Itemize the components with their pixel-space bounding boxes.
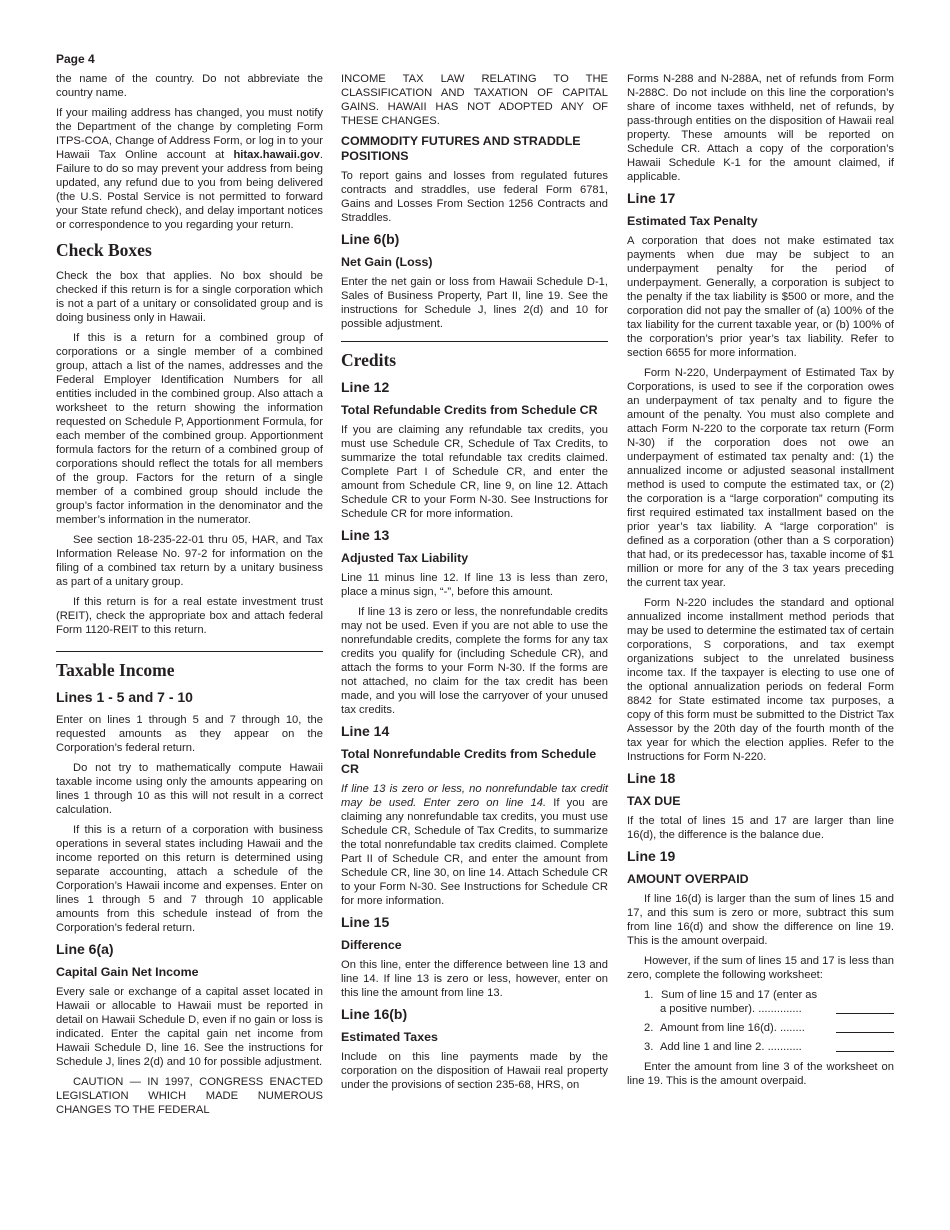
- line-heading: Line 6(b): [341, 231, 400, 247]
- paragraph: If your mailing address has changed, you must notify the Department of the change by completing Form ITPS-COA, Change of Address Form, or log in to your Hawaii Tax Online account at hitax.hawaii.gov. Failure to do so may prevent your address from being updated, any refund due to you from being delivered (the U.S. Postal Service is not permitted to forward your State refund check), and delay important notices or correspondence to you regarding your return.: [56, 107, 323, 231]
- paragraph: Form N-220, Underpayment of Estimated Tax by Corporations, is used to see if the corporation owes an underpayment of tax penalty and to figure the amount of the penalty. You must also complete and attach Form N-220 to the corporate tax return (Form N-30) if the corporation does not owe an underpayment of estimated tax penalty and: (1) the annualized income or adjusted seasonal installment method is used to compute the estimated tax, or (2) the corporation is a “large corporation” computing its first required estimated tax installment based on the prior year’s tax liability. A “large corporation” is defined as a corporation (other than a S corporation) that had, or its predecessor has, taxable income of $1 million or more for any of the 3 tax years preceding the current tax year.: [627, 367, 894, 589]
- worksheet-row: 2. Amount from line 16(d). ........: [644, 1021, 894, 1035]
- paragraph: If this return is for a real estate investment trust (REIT), check the appropriate box and attach federal Form 1120-REIT to this return.: [56, 596, 323, 636]
- paragraph: INCOME TAX LAW RELATING TO THE CLASSIFICATION AND TAXATION OF CAPITAL GAINS. HAWAII HAS NOT ADOPTED ANY OF THESE CHANGES.: [341, 73, 608, 127]
- sub-heading: Total Nonrefundable Credits from Schedule CR: [341, 747, 597, 776]
- sub-heading: Estimated Taxes: [341, 1030, 438, 1044]
- paragraph: A corporation that does not make estimated tax payments when due may be subject to an underpayment penalty for the period of underpayment. Generally, a corporation is subject to the penalty if the tax liability is $500 or more, and the corporation did not pay the smaller of (a) 100% of the tax liability for the current taxable year, or (b) 100% of the corporation’s prior year’s tax liability. Refer to section 6655 for more information.: [627, 235, 894, 359]
- paragraph: Do not try to mathematically compute Hawaii taxable income using only the amounts appearing on lines 1 through 10 as this will not result in a correct calculation.: [56, 762, 323, 816]
- paragraph: Line 11 minus line 12. If line 13 is less than zero, place a minus sign, “-”, before this amount.: [341, 572, 608, 598]
- sub-heading: Total Refundable Credits from Schedule CR: [341, 403, 598, 417]
- paragraph: If this is a return for a combined group of corporations or a single member of a combined group, attach a list of the names, addresses and the Federal Employer Identification Numbers for all entities included in the combined group. Also attach a worksheet to the return showing the information requested on Schedule P, Apportionment Formula, for each member of the combined group. Apportionment formula factors for the return of a combined group of corporations should reflect the totals for all members of the group. Factors for the return of a single member of a combined group should include the group’s factor information in the denominator and the member’s information in the numerator.: [56, 332, 323, 526]
- paragraph: To report gains and losses from regulated futures contracts and straddles, use federal Form 6781, Gains and Losses From Section 1256 Contracts and Straddles.: [341, 170, 608, 224]
- column-1: [56, 72, 323, 1123]
- paragraph: the name of the country. Do not abbreviate the country name.: [56, 73, 323, 99]
- paragraph: Forms N-288 and N-288A, net of refunds from Form N-288C. Do not include on this line the corporation’s share of income taxes withheld, net of refunds, by pass-through entities on the disposition of Hawaii real property. These amounts will be reported on Schedule CR. Attach a copy of the corporation’s Hawaii Schedule K-1 for the amount claimed, if applicable.: [627, 73, 894, 183]
- paragraph: If line 13 is zero or less, no nonrefundable tax credit may be used. Enter zero on line 14. If you are claiming any nonrefundable tax credits, you must use Schedule CR, Schedule of Tax Credits, to summarize the total nonrefundable tax credits claimed. Complete Part II of Schedule CR, and enter the amount from Schedule CR, line 30, on line 14. Attach Schedule CR to your Form N-30. See Instructions for Schedule CR for more information.: [341, 783, 608, 907]
- column-3: [627, 72, 894, 1094]
- sub-heading: Difference: [341, 938, 402, 952]
- sub-heading: TAX DUE: [627, 794, 681, 808]
- website-link: hitax.hawaii.gov: [233, 149, 320, 161]
- sub-heading: AMOUNT OVERPAID: [627, 872, 749, 886]
- line-heading: Line 17: [627, 190, 676, 206]
- sub-heading: Net Gain (Loss): [341, 255, 433, 269]
- line-heading: Line 14: [341, 723, 390, 739]
- line-heading: Line 6(a): [56, 941, 114, 957]
- worksheet: [644, 988, 894, 1054]
- entry-line[interactable]: [836, 1003, 894, 1014]
- paragraph: Form N-220 includes the standard and optional annualized income installment method periods that may be used to determine the estimated tax of certain corporations, S corporations, and tax exempt organizations subject to the unrelated business income tax. If the taxpayer is electing to use one of the optional annualization periods on federal Form 8842 for State estimated income tax purposes, a copy of this form must be submitted to the District Tax Assessor by the 20th day of the fourth month of the tax year for which the election applies. Refer to the Instructions for Form N-220.: [627, 597, 894, 763]
- sub-heading: COMMODITY FUTURES AND STRADDLE POSITIONS: [341, 134, 581, 163]
- section-heading: Check Boxes: [56, 240, 152, 260]
- paragraph: Include on this line payments made by the corporation on the disposition of Hawaii real property under the provisions of section 235-68, HRS, on: [341, 1051, 608, 1091]
- line-heading: Line 18: [627, 770, 676, 786]
- entry-line[interactable]: [836, 1022, 894, 1033]
- paragraph: If this is a return of a corporation with business operations in several states including Hawaii and the income reported on this return is determined using separate accounting, attach a schedule of the Corporation’s Hawaii income and expenses. Enter on lines 1 through 5 and 7 through 10 applicable amounts from this schedule instead of from the Corporation’s federal return.: [56, 824, 323, 934]
- sub-heading: Capital Gain Net Income: [56, 965, 199, 979]
- paragraph: Enter on lines 1 through 5 and 7 through 10, the requested amounts as they appear on the Corporation’s federal return.: [56, 714, 323, 754]
- line-heading: Line 19: [627, 848, 676, 864]
- sub-heading: Estimated Tax Penalty: [627, 214, 758, 228]
- worksheet-row: a positive number). ..............: [644, 1002, 894, 1016]
- paragraph: Enter the amount from line 3 of the worksheet on line 19. This is the amount overpaid.: [627, 1061, 894, 1087]
- column-2: [341, 72, 608, 1098]
- paragraph: However, if the sum of lines 15 and 17 is less than zero, complete the following worksheet:: [627, 955, 894, 981]
- paragraph: CAUTION — IN 1997, CONGRESS ENACTED LEGISLATION WHICH MADE NUMEROUS CHANGES TO THE FEDERAL: [56, 1076, 323, 1116]
- divider: [341, 341, 608, 342]
- paragraph: Check the box that applies. No box should be checked if this return is for a single corporation which is not a part of a unitary or consolidated group and is doing business only in Hawaii.: [56, 270, 323, 324]
- line-heading: Lines 1 - 5 and 7 - 10: [56, 689, 193, 705]
- worksheet-row: 1. Sum of line 15 and 17 (enter as: [644, 989, 818, 1001]
- paragraph: If you are claiming any refundable tax credits, you must use Schedule CR, Schedule of Tax Credits, to summarize the total refundable tax credits claimed. Complete Part I of Schedule CR, and enter the amount from Schedule CR, line 9, on line 12. Attach Schedule CR to your Form N-30. See Instructions for Schedule CR for more information.: [341, 424, 608, 520]
- paragraph: If the total of lines 15 and 17 are larger than line 16(d), the difference is the balance due.: [627, 815, 894, 841]
- line-heading: Line 13: [341, 527, 390, 543]
- paragraph: Every sale or exchange of a capital asset located in Hawaii or allocable to Hawaii must be reported in detail on Hawaii Schedule D, even if no gain or loss is indicated. Enter the capital gain net income from Hawaii Schedule D, line 16. See the instructions for Schedule J, lines 2(d) and 10 for possible adjustment.: [56, 986, 323, 1068]
- worksheet-row: 3. Add line 1 and line 2. ...........: [644, 1040, 894, 1054]
- paragraph: On this line, enter the difference between line 13 and line 14. If line 13 is zero or less, however, enter on this line the amount from line 13.: [341, 959, 608, 999]
- paragraph: If line 16(d) is larger than the sum of lines 15 and 17, and this sum is zero or more, subtract this sum from line 16(d) and show the difference on line 19. This is the amount overpaid.: [627, 893, 894, 947]
- section-heading: Taxable Income: [56, 660, 175, 680]
- section-heading: Credits: [341, 350, 397, 370]
- line-heading: Line 15: [341, 914, 390, 930]
- divider: [56, 651, 323, 652]
- sub-heading: Adjusted Tax Liability: [341, 551, 469, 565]
- line-heading: Line 16(b): [341, 1006, 408, 1022]
- paragraph: Enter the net gain or loss from Hawaii Schedule D-1, Sales of Business Property, Part II, line 19. See the instructions for Schedule J, lines 2(d) and 10 for possible adjustment.: [341, 276, 608, 330]
- entry-line[interactable]: [836, 1041, 894, 1052]
- paragraph: See section 18-235-22-01 thru 05, HAR, and Tax Information Release No. 97-2 for information on the filing of a combined tax return by a unitary business as part of a unitary group.: [56, 534, 323, 588]
- page-number: Page 4: [56, 52, 95, 66]
- paragraph: If line 13 is zero or less, the nonrefundable credits may not be used. Even if you are not able to use the nonrefundable credits, complete the forms for any tax credits you qualify for (including Schedule CR), and attach the forms to your Form N-30. If the forms are not attached, no claim for the tax credit has been made, and you will lose the carryover of your unused tax credits.: [341, 606, 608, 716]
- line-heading: Line 12: [341, 379, 390, 395]
